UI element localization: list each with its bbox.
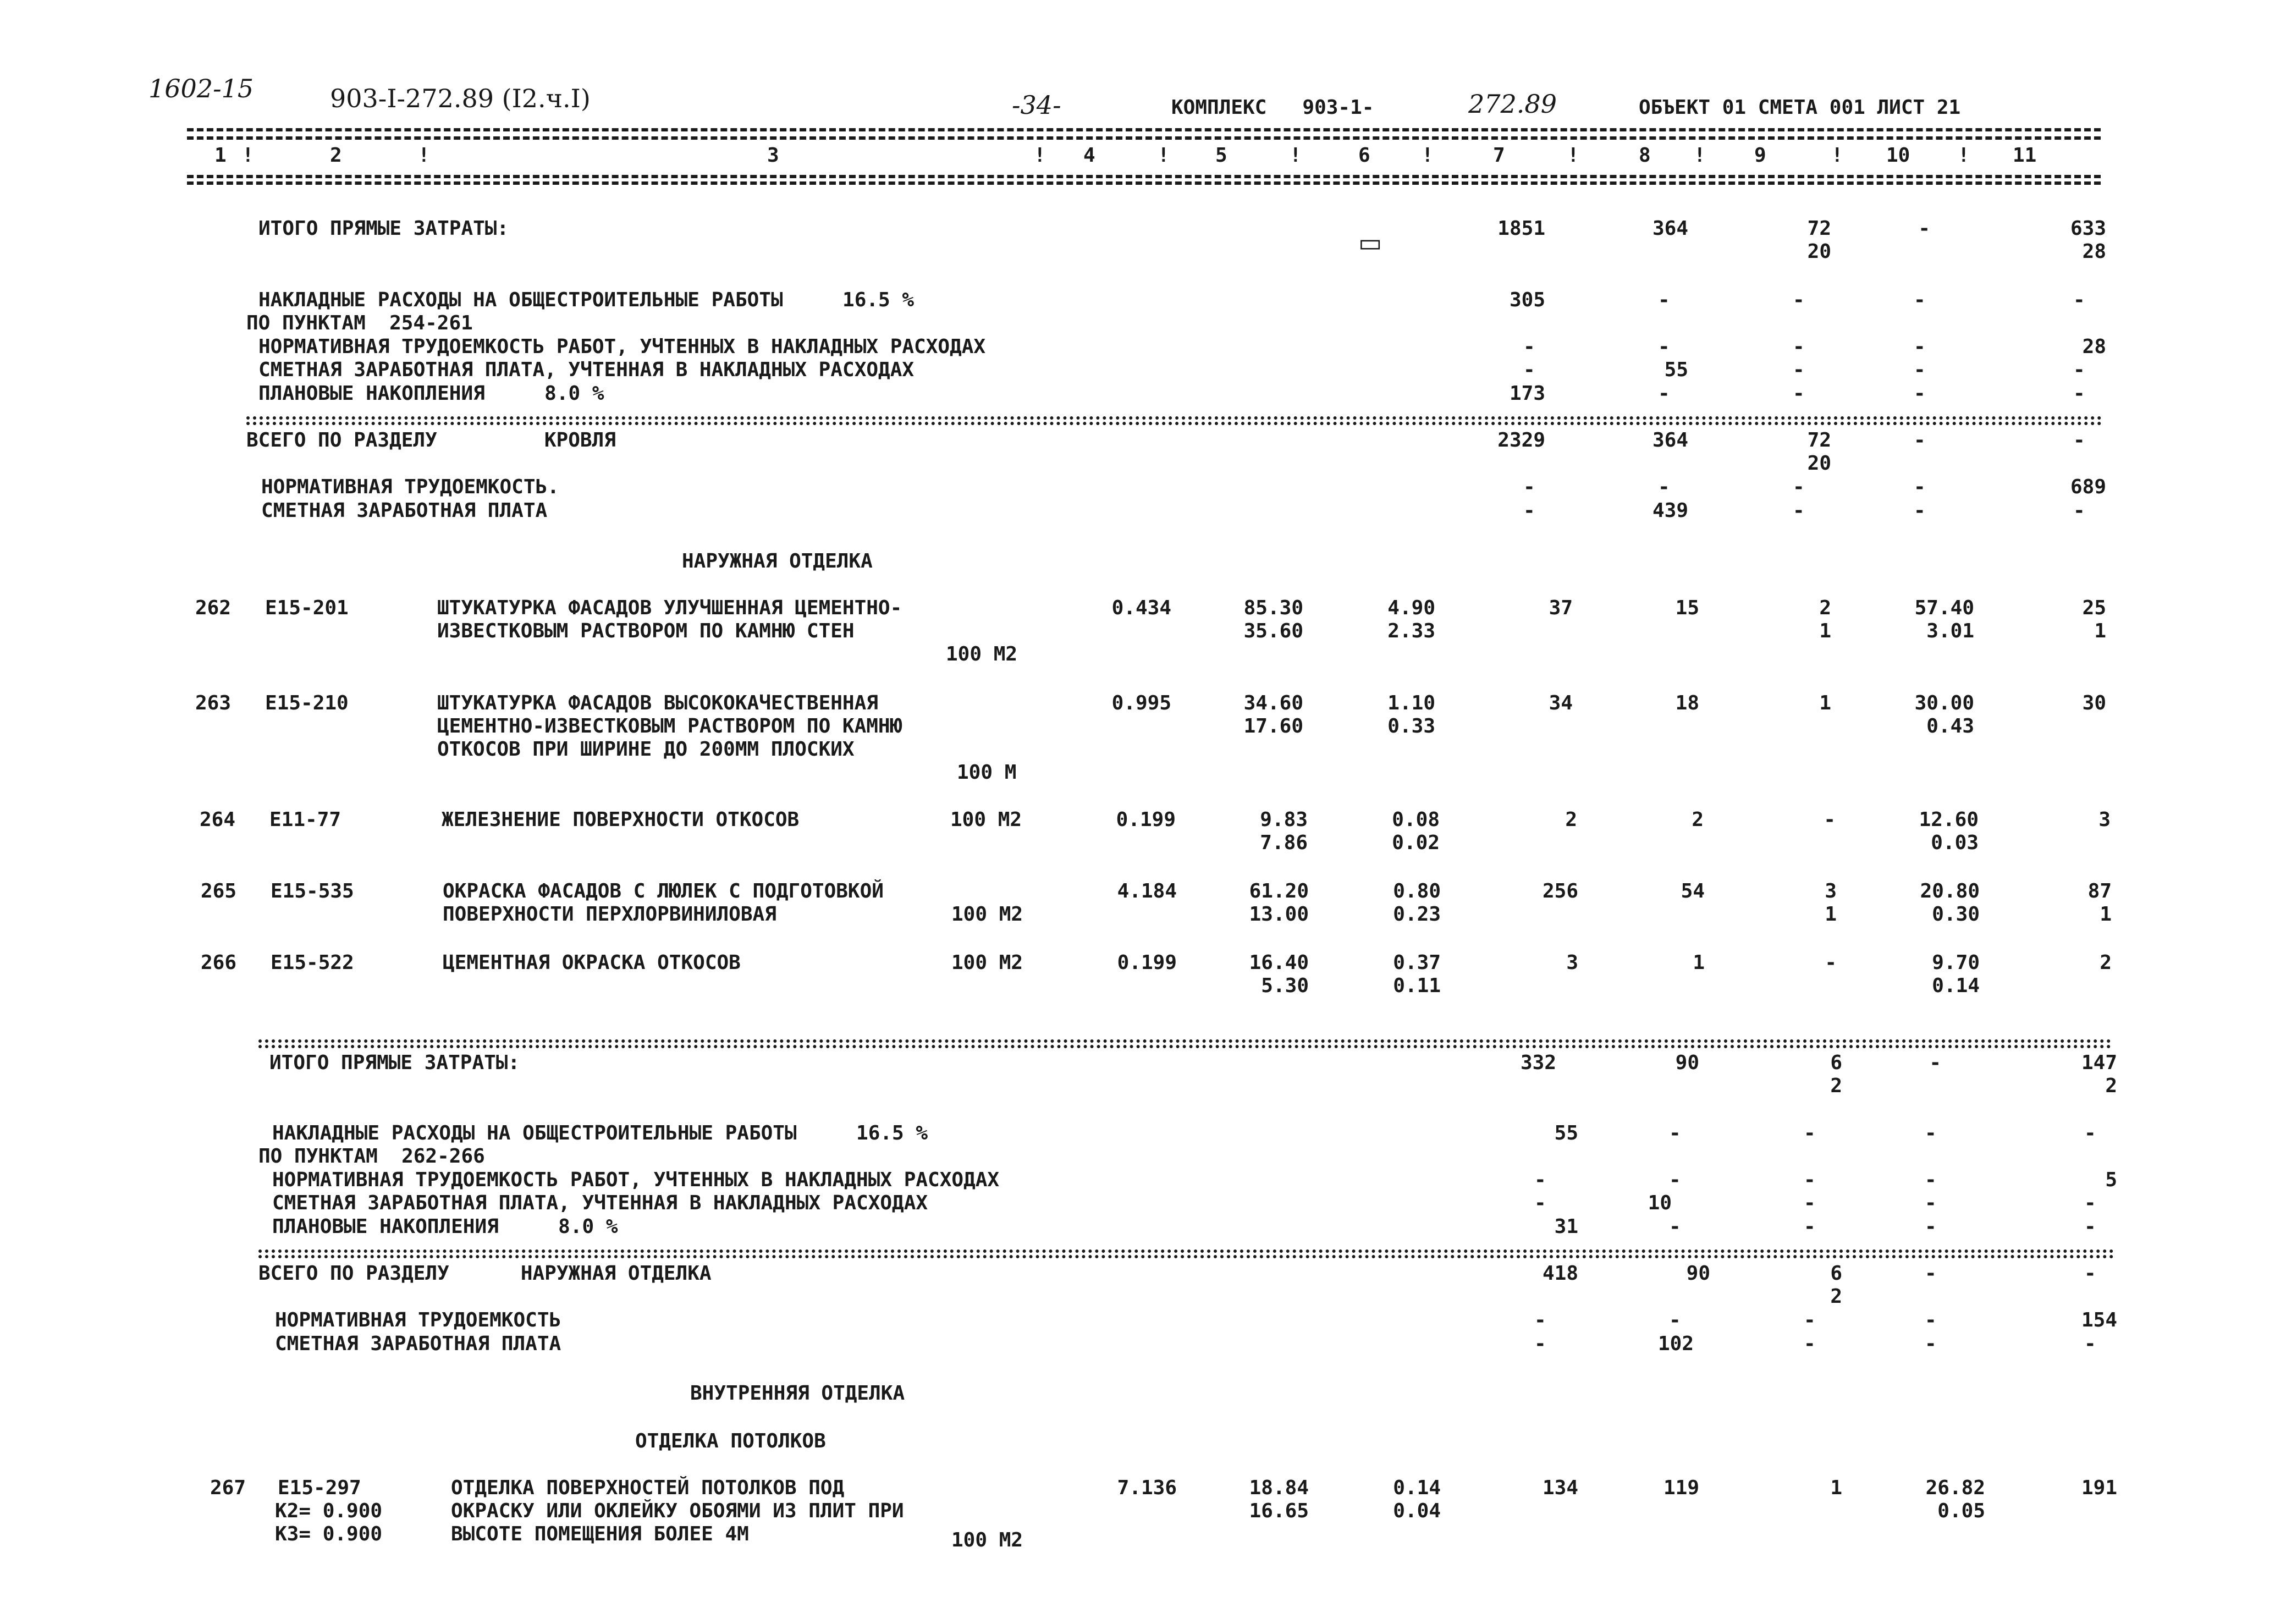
sep: ! [1567, 144, 1579, 167]
item-code: Е15-201 [265, 597, 349, 619]
item-quantity: 7.136 [1117, 1477, 1177, 1499]
col6-b: 2.33 [1387, 620, 1435, 642]
col8: 119 [1663, 1477, 1699, 1499]
overhead-col7: 305 [1509, 289, 1545, 311]
dash: - [1804, 1169, 1816, 1191]
col5-a: 9.83 [1260, 808, 1308, 831]
item-desc-line2: ИЗВЕСТКОВЫМ РАСТВОРОМ ПО КАМНЮ СТЕН [437, 620, 855, 642]
col7: 3 [1566, 951, 1578, 974]
col9-b: 1 [1825, 903, 1837, 926]
item-unit: 100 М2 [950, 808, 1022, 831]
col6-a: 0.80 [1393, 880, 1441, 902]
col6-a: 0.08 [1392, 808, 1440, 831]
dash: - [1914, 429, 1926, 452]
dash: - [1523, 499, 1535, 522]
col5-b: 16.65 [1249, 1500, 1309, 1522]
dash: - [1914, 289, 1926, 311]
sep: ! [242, 144, 254, 167]
wage-label: СМЕТНАЯ ЗАРАБОТНАЯ ПЛАТА, УЧТЕННАЯ В НАКЛАДНЫХ РАСХОДАХ [272, 1192, 928, 1214]
col11-a: 25 [2082, 597, 2106, 619]
total-col11-sub: 2 [2105, 1075, 2117, 1097]
item-unit: 100 М2 [951, 951, 1023, 974]
col11-a: 3 [2098, 808, 2111, 831]
item-unit: 100 М2 [951, 1529, 1023, 1551]
item-number: 267 [210, 1477, 246, 1499]
dash: - [1658, 289, 1670, 311]
section-labor-col11: 689 [2070, 476, 2106, 498]
overhead-items: ПО ПУНКТАМ 262-266 [258, 1145, 485, 1168]
col5-a: 16.40 [1249, 951, 1309, 974]
col7: 2 [1565, 808, 1577, 831]
section-col9: 6 [1830, 1262, 1842, 1285]
section-labor-col11: 154 [2081, 1309, 2117, 1331]
col11-b: 1 [2094, 620, 2106, 642]
item-desc-line1: ОКРАСКА ФАСАДОВ С ЛЮЛЕК С ПОДГОТОВКОЙ [443, 880, 884, 902]
col11-a: 2 [2100, 951, 2112, 974]
doc-code: 903-I-272.89 (I2.ч.I) [330, 84, 591, 113]
handwritten-ref: 1602-15 [148, 74, 254, 103]
item-desc-line2: ОКРАСКУ ИЛИ ОКЛЕЙКУ ОБОЯМИ ИЗ ПЛИТ ПРИ [451, 1500, 904, 1522]
section-col8: 364 [1652, 429, 1688, 452]
coef-k3: К3= 0.900 [275, 1523, 383, 1545]
col11-b: 1 [2100, 903, 2112, 926]
section-title-interior: ВНУТРЕННЯЯ ОТДЕЛКА [690, 1382, 905, 1405]
col10-a: 26.82 [1925, 1477, 1985, 1499]
col10-a: 30.00 [1914, 692, 1974, 714]
dash: - [1534, 1192, 1546, 1214]
top-rule [187, 128, 2101, 131]
sep: ! [1034, 144, 1046, 167]
item-number: 263 [195, 692, 232, 714]
col6-b: 0.02 [1392, 832, 1440, 854]
item-unit: 100 М2 [951, 903, 1023, 926]
total-col7: 1851 [1497, 217, 1545, 240]
col11-a: 30 [2082, 692, 2106, 714]
dash: - [2073, 359, 2085, 381]
col-10: 10 [1886, 144, 1910, 167]
subsection-title-ceilings: ОТДЕЛКА ПОТОЛКОВ [635, 1430, 826, 1452]
overhead-items: ПО ПУНКТАМ 254-261 [246, 312, 473, 334]
total-col8: 364 [1652, 217, 1688, 240]
col6-a: 4.90 [1387, 597, 1435, 619]
header-bottom-rule-2 [187, 181, 2101, 185]
item-number: 262 [195, 597, 232, 619]
total-col11-sub: 28 [2082, 240, 2106, 263]
col-6: 6 [1358, 144, 1370, 167]
dash: - [1914, 476, 1926, 498]
col9: 1 [1830, 1477, 1842, 1499]
item-quantity: 4.184 [1117, 880, 1177, 902]
sep: ! [1158, 144, 1170, 167]
dotted-separator-2 [246, 422, 2102, 425]
item-quantity: 0.199 [1116, 808, 1176, 831]
overhead-label: НАКЛАДНЫЕ РАСХОДЫ НА ОБЩЕСТРОИТЕЛЬНЫЕ РАБОТЫ 16.5 % [258, 289, 915, 311]
item-desc-line3: ВЫСОТЕ ПОМЕЩЕНИЯ БОЛЕЕ 4М [451, 1523, 749, 1545]
col-11: 11 [2013, 144, 2037, 167]
dash: - [2073, 382, 2085, 405]
col-9: 9 [1754, 144, 1766, 167]
dash: - [1793, 499, 1805, 522]
dash: - [1914, 359, 1926, 381]
col6-a: 0.37 [1393, 951, 1441, 974]
dash: - [1914, 499, 1926, 522]
coef-k2: К2= 0.900 [275, 1500, 383, 1522]
dash: - [1925, 1122, 1937, 1144]
col9-a: - [1824, 808, 1836, 831]
col6-b: 0.23 [1393, 903, 1441, 926]
item-desc-line3: ОТКОСОВ ПРИ ШИРИНЕ ДО 200ММ ПЛОСКИХ [437, 738, 855, 761]
col10-a: 12.60 [1919, 808, 1979, 831]
col9-a: 1 [1819, 692, 1831, 714]
dash: - [1925, 1192, 1937, 1214]
col-3: 3 [767, 144, 779, 167]
col5-b: 7.86 [1260, 832, 1308, 854]
object-label: ОБЪЕКТ 01 СМЕТА 001 ЛИСТ 21 [1639, 96, 1961, 119]
col10-a: 20.80 [1920, 880, 1980, 902]
dash: - [1658, 476, 1670, 498]
col10-b: 0.03 [1931, 832, 1979, 854]
item-desc-line1: ШТУКАТУРКА ФАСАДОВ УЛУЧШЕННАЯ ЦЕМЕНТНО- [437, 597, 902, 619]
col-8: 8 [1639, 144, 1651, 167]
item-unit: 100 М [957, 761, 1017, 784]
section-col9-sub: 20 [1807, 452, 1831, 475]
dash: - [1925, 1333, 1937, 1355]
dotted-separator [258, 1249, 2114, 1253]
section-col9-sub: 2 [1830, 1285, 1842, 1308]
dash: - [2073, 429, 2085, 452]
item-number: 266 [201, 951, 237, 974]
section-col9: 72 [1807, 429, 1831, 452]
col5-b: 35.60 [1243, 620, 1303, 642]
dash: - [1669, 1122, 1681, 1144]
item-unit: 100 М2 [946, 643, 1018, 665]
col-2: 2 [330, 144, 342, 167]
dash: - [1925, 1169, 1937, 1191]
dash: - [1793, 335, 1805, 358]
col8: 15 [1675, 597, 1699, 619]
item-desc-line1: ЦЕМЕНТНАЯ ОКРАСКА ОТКОСОВ [443, 951, 741, 974]
item-code: Е15-535 [271, 880, 354, 902]
dash: - [1669, 1215, 1681, 1238]
total-col9-sub: 2 [1830, 1075, 1842, 1097]
item-code: Е15-210 [265, 692, 349, 714]
section-wage-col8: 102 [1657, 1333, 1694, 1355]
item-desc-line2: ЦЕМЕНТНО-ИЗВЕСТКОВЫМ РАСТВОРОМ ПО КАМНЮ [437, 715, 902, 737]
col7: 256 [1542, 880, 1578, 902]
dash: - [1669, 1169, 1681, 1191]
dash: - [1804, 1215, 1816, 1238]
dash: - [1804, 1309, 1816, 1331]
col5-a: 85.30 [1243, 597, 1303, 619]
sep: ! [1958, 144, 1970, 167]
labor-norm-col11: 5 [2105, 1169, 2117, 1191]
savings-label: ПЛАНОВЫЕ НАКОПЛЕНИЯ 8.0 % [272, 1215, 618, 1238]
sep: ! [418, 144, 430, 167]
col5-b: 5.30 [1261, 975, 1309, 997]
col10-b: 0.14 [1932, 975, 1980, 997]
col7: 34 [1549, 692, 1573, 714]
col6-b: 0.04 [1393, 1500, 1441, 1522]
dash: - [1914, 335, 1926, 358]
item-code: Е15-522 [271, 951, 354, 974]
dash: - [1523, 335, 1535, 358]
col-1: 1 [214, 144, 227, 167]
item-desc-line1: ШТУКАТУРКА ФАСАДОВ ВЫСОКОКАЧЕСТВЕННАЯ [437, 692, 878, 714]
section-col8: 90 [1686, 1262, 1710, 1285]
item-number: 264 [200, 808, 236, 831]
top-rule-2 [187, 136, 2101, 140]
dash: - [2084, 1192, 2096, 1214]
total-label: ИТОГО ПРЯМЫЕ ЗАТРАТЫ: [269, 1052, 520, 1074]
wage-col8: 10 [1648, 1192, 1672, 1214]
col11-a: 87 [2087, 880, 2112, 902]
header-bottom-rule [187, 175, 2101, 178]
dash: - [2084, 1333, 2096, 1355]
col9-b: 1 [1819, 620, 1831, 642]
item-number: 265 [201, 880, 237, 902]
total-label: ИТОГО ПРЯМЫЕ ЗАТРАТЫ: [258, 217, 509, 240]
total-col9-sub: 20 [1807, 240, 1831, 263]
col8: 18 [1675, 692, 1699, 714]
col5-b: 13.00 [1249, 903, 1309, 926]
labor-norm-label: НОРМАТИВНАЯ ТРУДОЕМКОСТЬ РАБОТ, УЧТЕННЫХ В НАКЛАДНЫХ РАСХОДАХ [258, 335, 986, 358]
col11: 191 [2081, 1477, 2117, 1499]
col9-a: - [1825, 951, 1837, 974]
dash: - [2084, 1215, 2096, 1238]
col6-b: 0.33 [1387, 715, 1435, 737]
item-desc-line2: ПОВЕРХНОСТИ ПЕРХЛОРВИНИЛОВАЯ [443, 903, 776, 926]
item-quantity: 0.995 [1111, 692, 1171, 714]
col7: 134 [1542, 1477, 1578, 1499]
dash: - [1914, 382, 1926, 405]
col10-b: 0.30 [1932, 903, 1980, 926]
item-desc-line1: ОТДЕЛКА ПОВЕРХНОСТЕЙ ПОТОЛКОВ ПОД [451, 1477, 845, 1499]
dash: - [1523, 476, 1535, 498]
savings-col7: 173 [1509, 382, 1545, 405]
overhead-label: НАКЛАДНЫЕ РАСХОДЫ НА ОБЩЕСТРОИТЕЛЬНЫЕ РАБОТЫ 16.5 % [272, 1122, 928, 1144]
total-col10: - [1918, 217, 1930, 240]
col8: 54 [1681, 880, 1705, 902]
dash: - [1804, 1192, 1816, 1214]
col9-a: 3 [1825, 880, 1837, 902]
col-7: 7 [1493, 144, 1505, 167]
wage-col8: 55 [1664, 359, 1688, 381]
item-code: Е11-77 [269, 808, 341, 831]
col6-a: 1.10 [1387, 692, 1435, 714]
complex-label: КОМПЛЕКС 903-1- [1171, 96, 1374, 119]
dash: - [1523, 359, 1535, 381]
sep: ! [1694, 144, 1706, 167]
sep: ! [1422, 144, 1434, 167]
col5-a: 61.20 [1249, 880, 1309, 902]
dash: - [1793, 289, 1805, 311]
savings-col7: 31 [1554, 1215, 1578, 1238]
dash: - [2084, 1262, 2096, 1285]
dash: - [2073, 499, 2085, 522]
total-col11: 633 [2070, 217, 2106, 240]
col5-a: 34.60 [1243, 692, 1303, 714]
total-col10: - [1929, 1052, 1941, 1074]
savings-label: ПЛАНОВЫЕ НАКОПЛЕНИЯ 8.0 % [258, 382, 604, 405]
col10-b: 0.05 [1937, 1500, 1985, 1522]
col10-b: 0.43 [1926, 715, 1974, 737]
col6-a: 0.14 [1393, 1477, 1441, 1499]
dotted-separator-2 [258, 1045, 2112, 1048]
sep: ! [1290, 144, 1302, 167]
dash: - [1793, 476, 1805, 498]
col-4: 4 [1083, 144, 1095, 167]
section-labor-label: НОРМАТИВНАЯ ТРУДОЕМКОСТЬ. [261, 476, 559, 498]
col8: 1 [1693, 951, 1705, 974]
dash: - [1925, 1215, 1937, 1238]
overhead-col7: 55 [1554, 1122, 1578, 1144]
col-5: 5 [1215, 144, 1227, 167]
dotted-separator [246, 416, 2102, 420]
col7: 37 [1549, 597, 1573, 619]
section-labor-label: НОРМАТИВНАЯ ТРУДОЕМКОСТЬ [275, 1309, 561, 1331]
total-col7: 332 [1520, 1052, 1556, 1074]
col5-b: 17.60 [1243, 715, 1303, 737]
wage-label: СМЕТНАЯ ЗАРАБОТНАЯ ПЛАТА, УЧТЕННАЯ В НАКЛАДНЫХ РАСХОДАХ [258, 359, 915, 381]
section-wage-label: СМЕТНАЯ ЗАРАБОТНАЯ ПЛАТА [261, 499, 548, 522]
col6-b: 0.11 [1393, 975, 1441, 997]
section-wage-col8: 439 [1652, 499, 1688, 522]
total-col9: 72 [1807, 217, 1831, 240]
dotted-separator-2 [258, 1255, 2114, 1258]
col10-b: 3.01 [1926, 620, 1974, 642]
section-col7: 418 [1542, 1262, 1578, 1285]
col8: 2 [1692, 808, 1704, 831]
dash: - [1925, 1309, 1937, 1331]
dash: - [2084, 1122, 2096, 1144]
total-col9: 6 [1830, 1052, 1842, 1074]
complex-code: 272.89 [1468, 89, 1557, 119]
labor-norm-label: НОРМАТИВНАЯ ТРУДОЕМКОСТЬ РАБОТ, УЧТЕННЫХ В НАКЛАДНЫХ РАСХОДАХ [272, 1169, 1000, 1191]
dash: - [1658, 335, 1670, 358]
col9-a: 2 [1819, 597, 1831, 619]
item-quantity: 0.434 [1111, 597, 1171, 619]
col5-a: 18.84 [1249, 1477, 1309, 1499]
dash: - [1534, 1333, 1546, 1355]
sep: ! [1831, 144, 1843, 167]
dotted-separator [258, 1039, 2112, 1043]
section-wage-label: СМЕТНАЯ ЗАРАБОТНАЯ ПЛАТА [275, 1333, 561, 1355]
total-col11: 147 [2081, 1052, 2117, 1074]
section-total-label: ВСЕГО ПО РАЗДЕЛУ НАРУЖНАЯ ОТДЕЛКА [258, 1262, 712, 1285]
section-col7: 2329 [1497, 429, 1545, 452]
dash: - [1804, 1333, 1816, 1355]
col10-a: 9.70 [1932, 951, 1980, 974]
section-title-exterior: НАРУЖНАЯ ОТДЕЛКА [682, 550, 873, 572]
handwritten-mark: ▭ [1358, 228, 1382, 257]
item-code: Е15-297 [278, 1477, 361, 1499]
dash: - [1534, 1169, 1546, 1191]
total-col8: 90 [1675, 1052, 1699, 1074]
item-quantity: 0.199 [1117, 951, 1177, 974]
dash: - [1669, 1309, 1681, 1331]
section-total-label: ВСЕГО ПО РАЗДЕЛУ КРОВЛЯ [246, 429, 616, 452]
item-desc-line1: ЖЕЛЕЗНЕНИЕ ПОВЕРХНОСТИ ОТКОСОВ [442, 808, 800, 831]
dash: - [1793, 382, 1805, 405]
dash: - [2073, 289, 2085, 311]
labor-norm-col11: 28 [2082, 335, 2106, 358]
col10-a: 57.40 [1914, 597, 1974, 619]
dash: - [1658, 382, 1670, 405]
dash: - [1925, 1262, 1937, 1285]
page-number: -34- [1012, 90, 1061, 120]
dash: - [1793, 359, 1805, 381]
dash: - [1804, 1122, 1816, 1144]
dash: - [1534, 1309, 1546, 1331]
